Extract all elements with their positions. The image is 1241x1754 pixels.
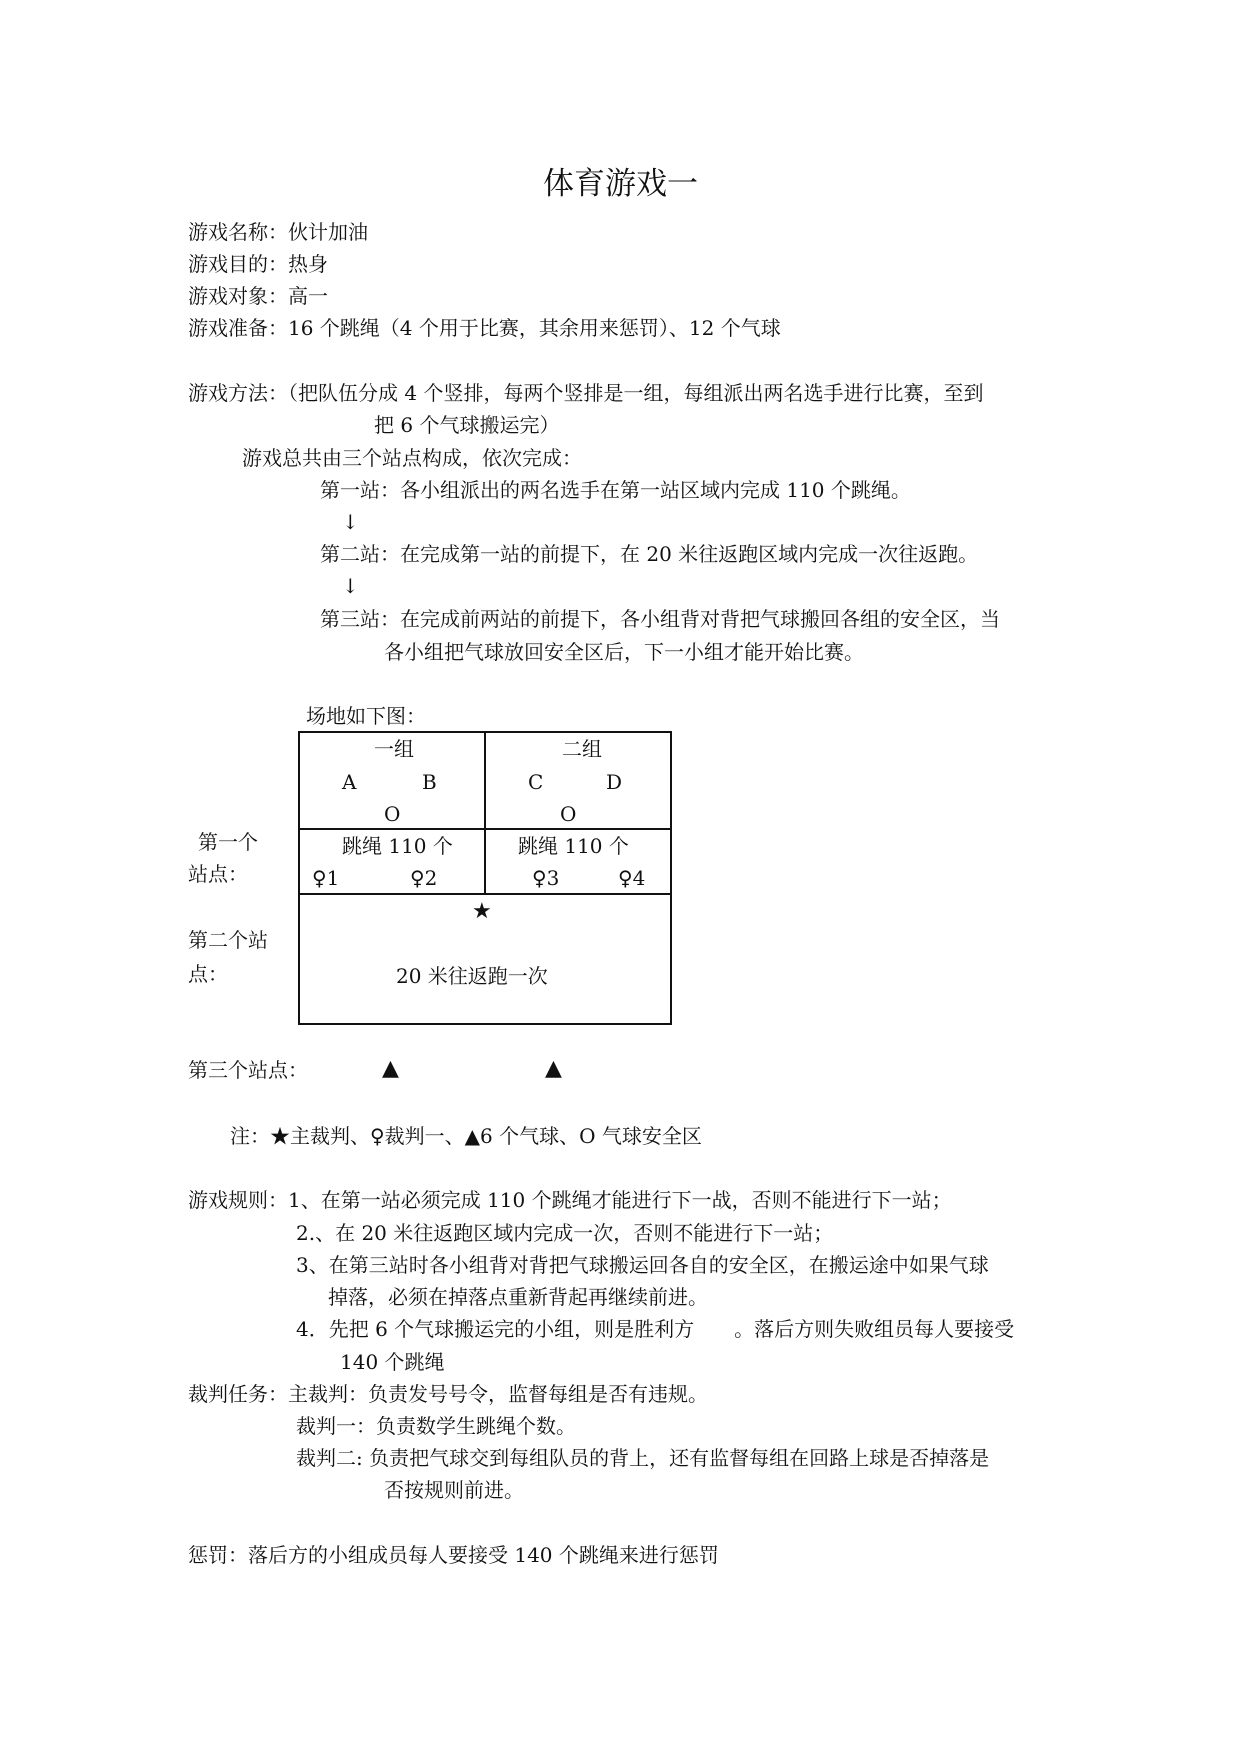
referee-one: 裁判一：负责数学生跳绳个数。 — [296, 1414, 576, 1438]
game-prep: 游戏准备：16 个跳绳（4 个用于比赛，其余用来惩罚）、12 个气球 — [188, 316, 781, 340]
page-title: 体育游戏一 — [543, 166, 698, 202]
station3-label: 第三个站点： — [188, 1058, 308, 1082]
rope-area-1: 跳绳 110 个 — [342, 834, 453, 858]
referee-4: ♀4 — [618, 866, 646, 890]
station2-desc: 第二站：在完成第一站的前提下，在 20 米往返跑区域内完成一次往返跑。 — [320, 542, 979, 566]
station1-desc: 第一站：各小组派出的两名选手在第一站区域内完成 110 个跳绳。 — [320, 478, 911, 502]
arrow-down-icon: ↓ — [342, 510, 359, 534]
station3-desc-line1: 第三站：在完成前两站的前提下，各小组背对背把气球搬回各组的安全区，当 — [320, 607, 1000, 631]
game-name: 游戏名称：伙计加油 — [188, 220, 368, 244]
arrow-down-icon: ↓ — [342, 574, 359, 598]
group1-label: 一组 — [374, 737, 414, 761]
rule-4-line1: 4．先把 6 个气球搬运完的小组，则是胜利方 。落后方则失败组员每人要接受 — [296, 1317, 1015, 1341]
rope-area-2: 跳绳 110 个 — [518, 834, 629, 858]
legend-note: 注：★主裁判、♀裁判一、▲6 个气球、O 气球安全区 — [230, 1124, 702, 1148]
method-line2: 把 6 个气球搬运完） — [374, 413, 560, 437]
referee-main: 裁判任务：主裁判：负责发号号令，监督每组是否有违规。 — [188, 1382, 708, 1406]
rule-4-line2: 140 个跳绳 — [340, 1350, 445, 1374]
referee-1: ♀1 — [312, 866, 340, 890]
rule-3-line1: 3、在第三站时各小组背对背把气球搬运回各自的安全区，在搬运途中如果气球 — [296, 1253, 989, 1277]
star-icon: ★ — [472, 899, 492, 924]
diagram-divider — [484, 731, 486, 894]
penalty: 惩罚：落后方的小组成员每人要接受 140 个跳绳来进行惩罚 — [188, 1543, 719, 1567]
group2-label: 二组 — [562, 737, 602, 761]
station1-label-line2: 站点： — [188, 862, 248, 886]
rule-2: 2.、在 20 米往返跑区域内完成一次，否则不能进行下一站； — [296, 1221, 834, 1245]
rule-1: 游戏规则：1、在第一站必须完成 110 个跳绳才能进行下一战，否则不能进行下一站； — [188, 1188, 952, 1212]
player-a: A — [342, 770, 357, 794]
game-target: 游戏对象：高一 — [188, 284, 328, 308]
station1-label-line1: 第一个 — [198, 830, 258, 854]
method-intro: 游戏总共由三个站点构成，依次完成： — [242, 446, 582, 470]
diagram-caption: 场地如下图： — [306, 704, 426, 728]
run-area: 20 米往返跑一次 — [396, 964, 548, 988]
method-line1: 游戏方法：（把队伍分成 4 个竖排，每两个竖排是一组，每组派出两名选手进行比赛，至到 — [188, 381, 984, 405]
player-d: D — [606, 770, 623, 794]
station2-label-line1: 第二个站 — [188, 928, 268, 952]
referee-two-line2: 否按规则前进。 — [384, 1478, 524, 1502]
referee-3: ♀3 — [532, 866, 560, 890]
safe-zone-1: O — [384, 802, 401, 826]
referee-2: ♀2 — [410, 866, 438, 890]
station3-desc-line2: 各小组把气球放回安全区后，下一小组才能开始比赛。 — [384, 640, 864, 664]
station2-label-line2: 点： — [188, 962, 228, 986]
triangle-icon: ▲ — [545, 1056, 562, 1081]
rule-3-line2: 掉落，必须在掉落点重新背起再继续前进。 — [328, 1285, 708, 1309]
player-b: B — [422, 770, 437, 794]
game-goal: 游戏目的：热身 — [188, 252, 328, 276]
referee-two-line1: 裁判二: 负责把气球交到每组队员的背上，还有监督每组在回路上球是否掉落是 — [296, 1446, 990, 1470]
safe-zone-2: O — [560, 802, 577, 826]
player-c: C — [528, 770, 544, 794]
diagram-divider — [298, 893, 672, 895]
triangle-icon: ▲ — [382, 1056, 399, 1081]
diagram-divider — [298, 828, 672, 830]
